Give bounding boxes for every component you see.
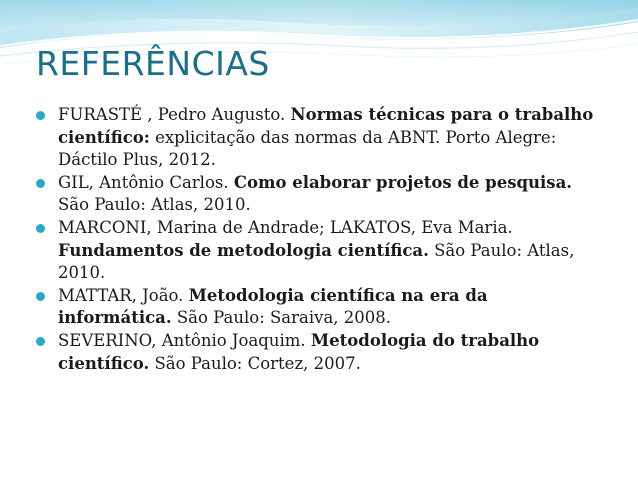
reference-item xyxy=(34,330,604,375)
reference-authors: GIL, Antônio Carlos. xyxy=(58,172,234,192)
reference-authors: MARCONI, Marina de Andrade; LAKATOS, Eva Maria. xyxy=(58,217,513,237)
reference-title: Normas técnicas para o trabalho científico: xyxy=(58,105,594,147)
reference-details: São Paulo: Atlas, 2010. xyxy=(58,195,251,215)
reference-item xyxy=(34,217,604,285)
reference-title: Metodologia científica na era da informática. xyxy=(58,285,488,328)
bullet-icon xyxy=(36,224,45,233)
bullet-icon xyxy=(36,179,45,188)
reference-details: São Paulo: Atlas, 2010. xyxy=(58,240,575,283)
reference-item xyxy=(34,172,604,217)
reference-details: explicitação das normas da ABNT. Porto Alegre: Dáctilo Plus, 2012. xyxy=(58,127,557,170)
reference-title: Fundamentos de metodologia científica. xyxy=(58,240,429,260)
reference-authors: SEVERINO, Antônio Joaquim. xyxy=(58,330,311,350)
reference-item xyxy=(34,285,604,330)
slide-title: REFERÊNCIAS xyxy=(36,44,270,83)
reference-item xyxy=(34,104,604,172)
bullet-icon xyxy=(36,337,45,346)
bullet-icon xyxy=(36,111,45,120)
reference-authors: FURASTÉ , Pedro Augusto. xyxy=(58,105,291,124)
reference-details: São Paulo: Cortez, 2007. xyxy=(149,353,361,373)
reference-details: São Paulo: Saraiva, 2008. xyxy=(171,308,392,328)
reference-title: Metodologia do trabalho científico. xyxy=(58,330,540,373)
bullet-icon xyxy=(36,292,45,301)
reference-authors: MATTAR, João. xyxy=(58,285,189,305)
reference-title: Como elaborar projetos de pesquisa. xyxy=(233,172,573,192)
reference-list xyxy=(34,104,604,375)
